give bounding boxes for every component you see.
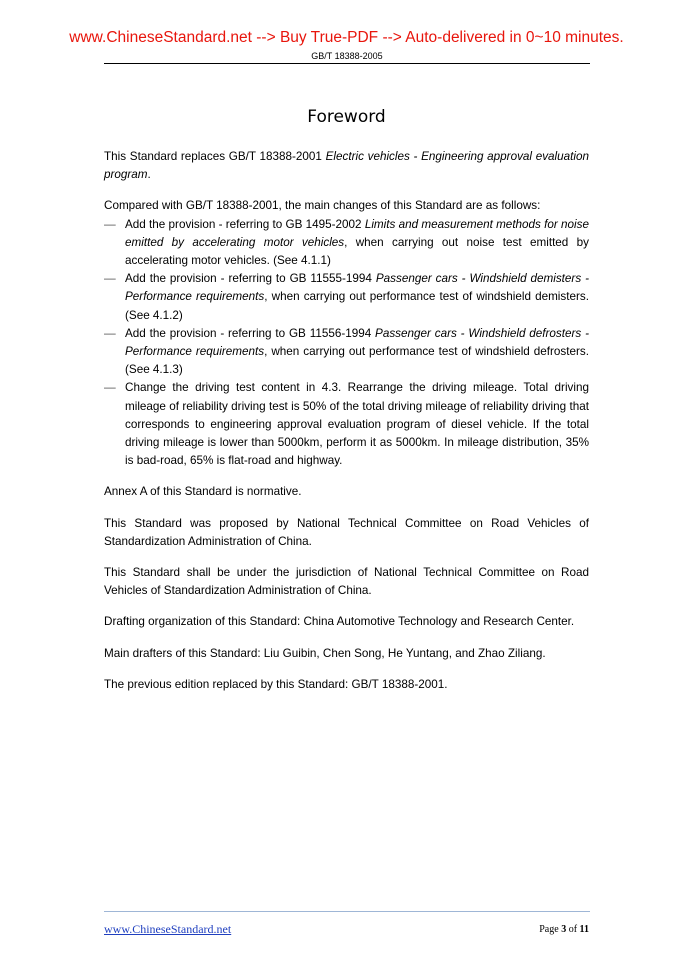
replaces-suffix: . — [147, 168, 151, 182]
page-of: of — [566, 924, 580, 935]
replaced-standard-title: Electric vehicles - Engineering approval evaluation program — [104, 150, 589, 182]
change-suffix: , when carrying out performance test of windshield defrosters. (See 4.1.3) — [125, 345, 589, 377]
change-suffix: , when carrying out performance test of windshield demisters. (See 4.1.2) — [125, 290, 589, 322]
header-divider — [104, 63, 590, 64]
annex-paragraph: Annex A of this Standard is normative. — [104, 485, 302, 499]
proposed-paragraph: This Standard was proposed by National Technical Committee on Road Vehicles of Standardization Administration of China. — [104, 516, 589, 548]
replaces-paragraph — [104, 148, 589, 184]
previous-edition-paragraph: The previous edition replaced by this Standard: GB/T 18388-2001. — [104, 677, 448, 691]
change-text: Add the provision - referring to GB 11556-1994 — [125, 326, 376, 340]
drafters-paragraph: Main drafters of this Standard: Liu Guibin, Chen Song, He Yuntang, and Zhao Ziliang. — [104, 646, 546, 660]
dash-bullet: — — [104, 326, 116, 340]
change-italic: Passenger cars - Windshield defrosters - Performance requirements — [125, 326, 589, 359]
document-body — [104, 148, 589, 707]
change-text: Add the provision - referring to GB 1495-2002 — [125, 217, 365, 231]
change-item — [104, 325, 589, 380]
change-item — [104, 379, 589, 470]
changes-intro: Compared with GB/T 18388-2001, the main changes of this Standard are as follows: — [104, 199, 541, 213]
page-total: 11 — [579, 924, 589, 935]
standard-code: GB/T 18388-2005 — [311, 51, 383, 61]
dash-bullet: — — [104, 381, 116, 395]
jurisdiction-paragraph: This Standard shall be under the jurisdiction of National Technical Committee on Road Vehicles of Standardization Administration of China. — [104, 566, 589, 598]
purchase-banner[interactable]: www.ChineseStandard.net --> Buy True-PDF --> Auto-delivered in 0~10 minutes. — [69, 29, 624, 46]
dash-bullet: — — [104, 217, 116, 231]
change-text: Add the provision - referring to GB 11555-1994 — [125, 272, 376, 286]
footer-divider — [104, 911, 590, 912]
footer-website-link[interactable]: www.ChineseStandard.net — [104, 922, 232, 936]
page-number — [539, 924, 589, 935]
page-label: Page — [539, 924, 562, 935]
change-text: Change the driving test content in 4.3. Rearrange the driving mileage. Total driving mileage of reliability driving test is 50% of the total driving mileage of reliability driving that corresponds to engineering approval evaluation program of diesel vehicle. If the total driving mileage is lower than 5000km, perform it as 5000km. In mileage distribution, 35% is bad-road, 65% is flat-road and highway. — [125, 381, 589, 468]
replaces-prefix: This Standard replaces GB/T 18388-2001 — [104, 150, 326, 163]
dash-bullet: — — [104, 272, 116, 286]
page-current: 3 — [561, 924, 567, 935]
page-title: Foreword — [307, 107, 386, 127]
change-item — [104, 270, 589, 325]
change-italic: Passenger cars - Windshield demisters - Performance requirements — [125, 272, 589, 304]
change-italic: Limits and measurement methods for noise emitted by accelerating motor vehicles — [125, 217, 589, 249]
changes-list — [104, 216, 589, 471]
change-item — [104, 216, 589, 271]
change-suffix: , when carrying out noise test emitted by accelerating motor vehicles. (See 4.1.1) — [125, 235, 589, 268]
drafting-org-paragraph: Drafting organization of this Standard: China Automotive Technology and Research Center. — [104, 615, 575, 629]
